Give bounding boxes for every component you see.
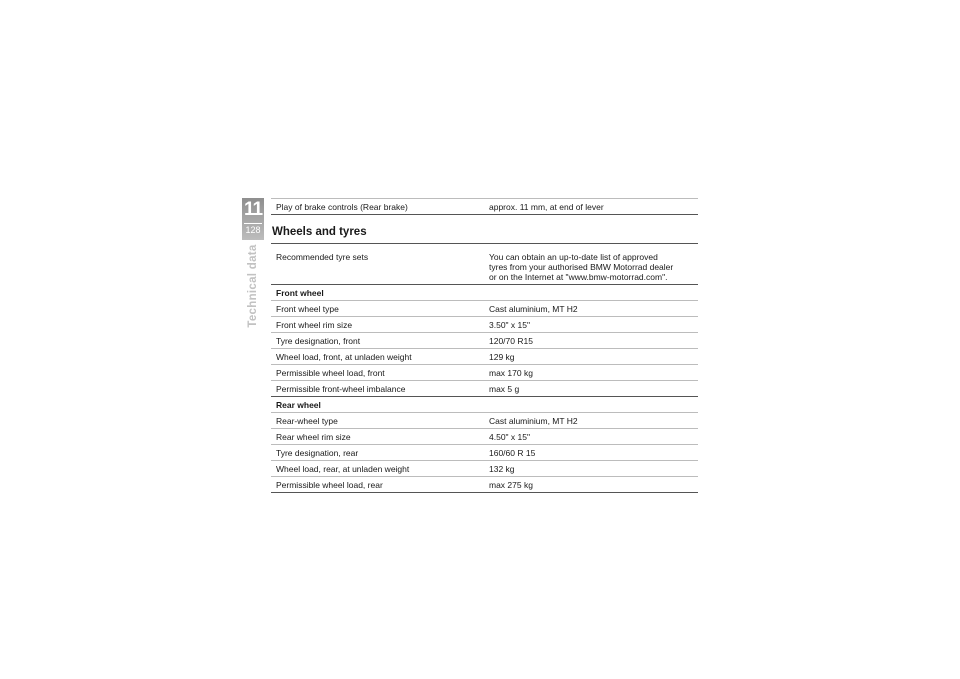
table-row: [271, 461, 698, 477]
spec-label: Front wheel rim size: [276, 320, 353, 330]
rear-wheel-heading: Rear wheel: [271, 397, 698, 413]
spec-value: 3.50" x 15": [489, 320, 531, 330]
spec-value: 4.50" x 15": [489, 432, 531, 442]
spec-value: 160/60 R 15: [489, 448, 536, 458]
spec-label: Rear-wheel type: [276, 416, 338, 426]
spec-value: 132 kg: [489, 464, 515, 474]
spec-value: [482, 252, 698, 282]
table-row: [271, 365, 698, 381]
table-row: [271, 477, 698, 493]
table-row: [271, 333, 698, 349]
table-row: [271, 381, 698, 397]
spec-label: Wheel load, rear, at unladen weight: [276, 464, 410, 474]
spec-label: Permissible front-wheel imbalance: [276, 384, 406, 394]
chapter-side-title: Technical data: [247, 244, 259, 328]
spec-label: Play of brake controls (Rear brake): [276, 202, 408, 212]
table-row: [271, 349, 698, 365]
section-heading: Wheels and tyres: [271, 215, 698, 244]
chapter-tab-divider: [244, 223, 262, 224]
spec-value-line: tyres from your authorised BMW Motorrad dealer: [489, 262, 674, 272]
front-wheel-heading: Front wheel: [271, 285, 698, 301]
spec-value: max 170 kg: [489, 368, 533, 378]
spec-value-line: or on the Internet at "www.bmw-motorrad.com".: [489, 272, 668, 282]
spec-value: max 275 kg: [489, 480, 533, 490]
spec-label: Recommended tyre sets: [276, 252, 369, 262]
spec-value: max 5 g: [489, 384, 520, 394]
spec-value-line: You can obtain an up-to-date list of approved: [489, 252, 658, 262]
page-number: 128: [245, 225, 261, 235]
spec-label: Permissible wheel load, front: [276, 368, 385, 378]
spec-label: Wheel load, front, at unladen weight: [276, 352, 412, 362]
spec-value: 120/70 R15: [489, 336, 533, 346]
table-row: [271, 445, 698, 461]
chapter-tab: [242, 198, 264, 240]
spec-label: Tyre designation, front: [276, 336, 361, 346]
chapter-number: 11: [243, 199, 263, 220]
spec-label: Rear wheel rim size: [276, 432, 351, 442]
spec-label: Tyre designation, rear: [276, 448, 359, 458]
spec-content: [271, 198, 698, 493]
spec-value: 129 kg: [489, 352, 515, 362]
table-row: [271, 413, 698, 429]
spec-label: Permissible wheel load, rear: [276, 480, 383, 490]
spec-value: approx. 11 mm, at end of lever: [489, 202, 604, 212]
table-row: [271, 429, 698, 445]
table-row: [271, 198, 698, 215]
table-row: [271, 249, 698, 285]
table-row: [271, 317, 698, 333]
table-row: [271, 301, 698, 317]
spec-value: Cast aluminium, MT H2: [489, 416, 578, 426]
spec-value: Cast aluminium, MT H2: [489, 304, 578, 314]
spec-label: Front wheel type: [276, 304, 339, 314]
